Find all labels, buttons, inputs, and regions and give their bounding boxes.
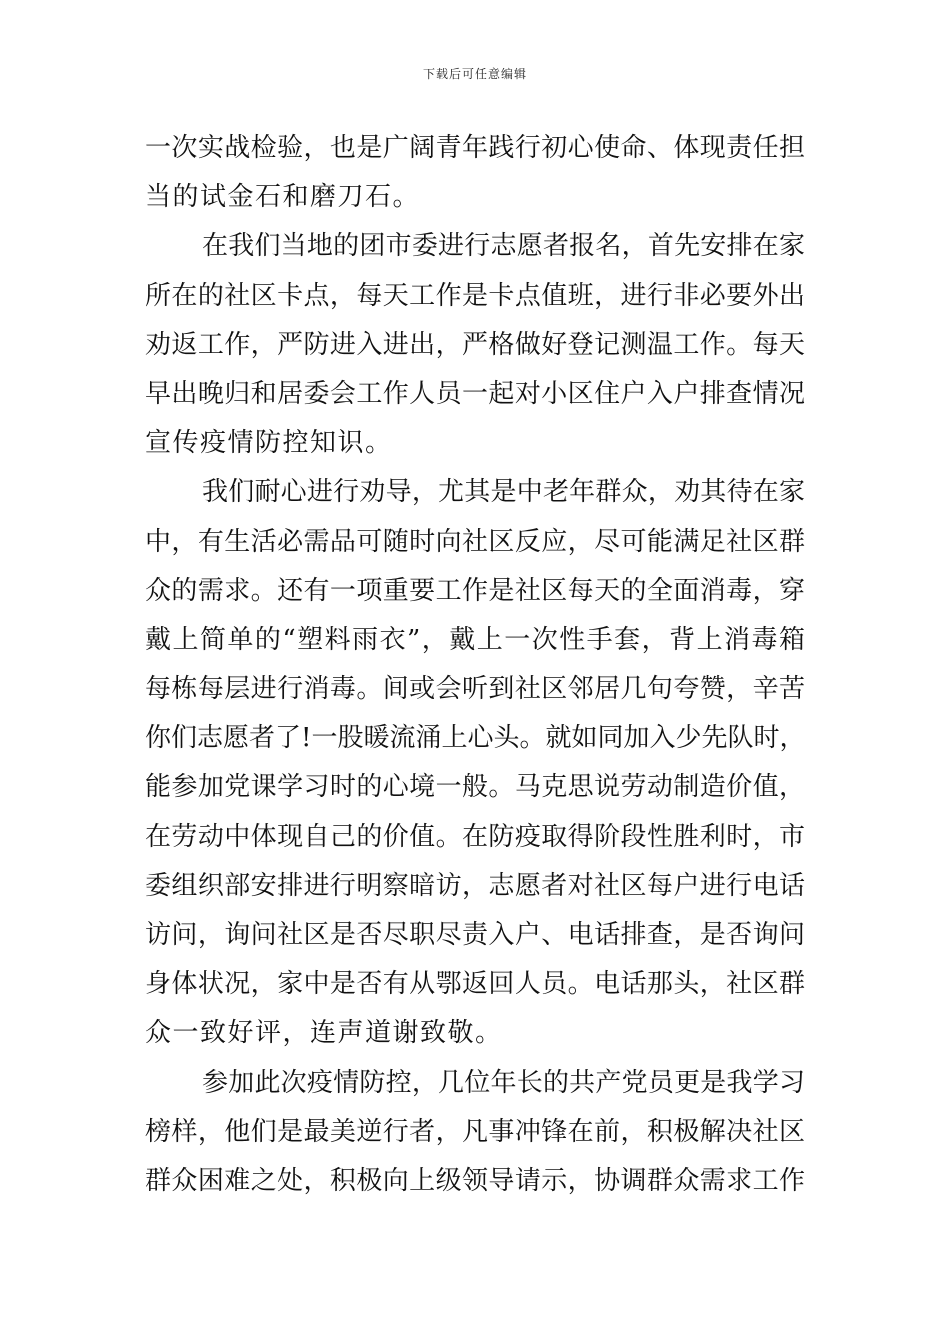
text-line: 榜样，他们是最美逆行者，凡事冲锋在前，积极解决社区 — [145, 1116, 805, 1147]
text-line: 能参加党课学习时的心境一般。马克思说劳动制造价值， — [145, 772, 805, 803]
text-line: 所在的社区卡点，每天工作是卡点值班，进行非必要外出 — [145, 280, 805, 311]
text-line: 参加此次疫情防控，几位年长的共产党员更是我学习 — [202, 1067, 805, 1098]
text-line: 中，有生活必需品可随时向社区反应，尽可能满足社区群 — [145, 526, 805, 557]
text-line: 身体状况，家中是否有从鄂返回人员。电话那头，社区群 — [145, 969, 805, 1000]
document-body — [145, 124, 805, 1206]
text-line: 你们志愿者了!一股暖流涌上心头。就如同加入少先队时， — [145, 723, 806, 754]
text-line: 众的需求。还有一项重要工作是社区每天的全面消毒，穿 — [145, 575, 805, 606]
text-line: 众一致好评，连声道谢致敬。 — [145, 1018, 503, 1049]
text-line: 劝返工作，严防进入进出，严格做好登记测温工作。每天 — [145, 329, 805, 360]
text-line: 宣传疫情防控知识。 — [145, 428, 393, 459]
text-line: 戴上简单的“塑料雨衣”，戴上一次性手套，背上消毒箱 — [145, 624, 805, 655]
page-header: 下载后可任意编辑 — [422, 67, 527, 81]
text-line: 我们耐心进行劝导，尤其是中老年群众，劝其待在家 — [202, 477, 805, 508]
text-line: 每栋每层进行消毒。间或会听到社区邻居几句夸赞，辛苦 — [145, 674, 805, 705]
text-line: 早出晚归和居委会工作人员一起对小区住户入户排查情况 — [145, 378, 805, 409]
text-line: 群众困难之处，积极向上级领导请示，协调群众需求工作 — [145, 1165, 805, 1196]
text-line: 委组织部安排进行明察暗访，志愿者对社区每户进行电话 — [145, 870, 805, 901]
text-line: 在劳动中体现自己的价值。在防疫取得阶段性胜利时，市 — [145, 821, 805, 852]
text-line: 一次实战检验，也是广阔青年践行初心使命、体现责任担 — [145, 133, 805, 163]
text-line: 访问，询问社区是否尽职尽责入户、电话排查，是否询问 — [145, 920, 805, 950]
text-line: 在我们当地的团市委进行志愿者报名，首先安排在家 — [202, 231, 805, 262]
text-line: 当的试金石和磨刀石。 — [145, 182, 421, 213]
